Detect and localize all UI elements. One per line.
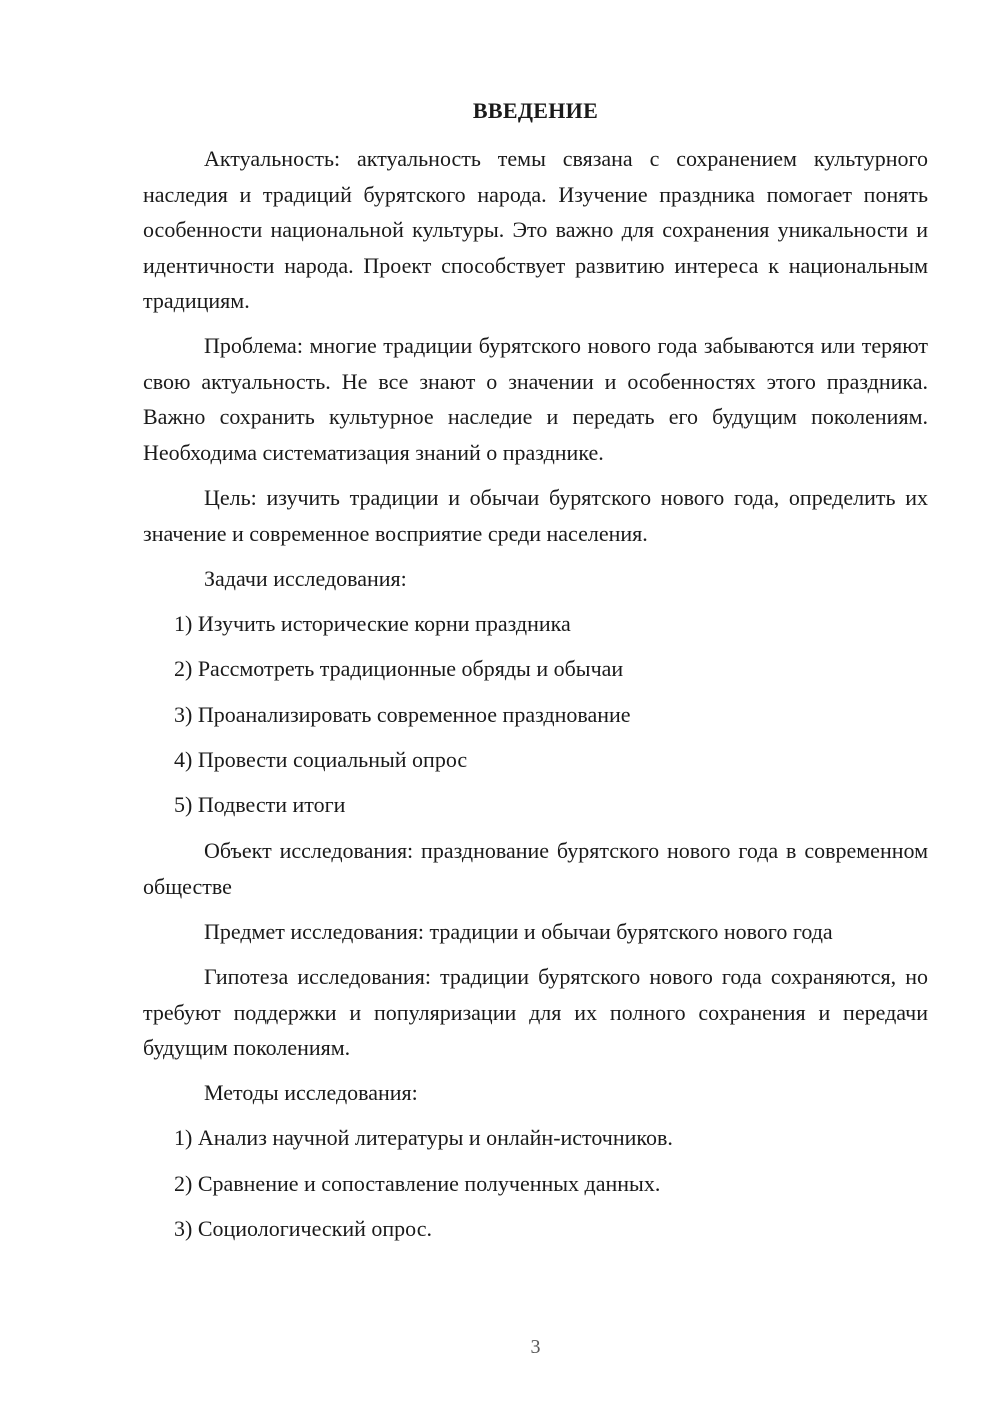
page-number: 3 bbox=[530, 1336, 541, 1358]
task-item: 4) Провести социальный опрос bbox=[174, 747, 468, 772]
goal-paragraph: Цель: изучить традиции и обычаи бурятского нового года, определить их значение и современное восприятие среди населения. bbox=[143, 485, 928, 546]
methods-title: Методы исследования: bbox=[204, 1080, 418, 1105]
method-item: 2) Сравнение и сопоставление полученных данных. bbox=[174, 1171, 661, 1196]
subject-paragraph: Предмет исследования: традиции и обычаи бурятского нового года bbox=[204, 919, 833, 944]
hypothesis-paragraph: Гипотеза исследования: традиции бурятского нового года сохраняются, но требуют поддержки и популяризации для их полного сохранения и передачи будущим поколениям. bbox=[143, 964, 928, 1060]
document-page bbox=[143, 0, 928, 1414]
task-item: 2) Рассмотреть традиционные обряды и обычаи bbox=[174, 656, 624, 681]
task-item: 3) Проанализировать современное празднование bbox=[174, 702, 631, 727]
task-item: 5) Подвести итоги bbox=[174, 792, 346, 817]
relevance-paragraph: Актуальность: актуальность темы связана с сохранением культурного наследия и традиций бурятского народа. Изучение праздника помогает понять особенности национальной культуры. Это важно для сохранения уникальности и идентичности народа. Проект способствует развитию интереса к национальным традициям. bbox=[143, 146, 928, 313]
method-item: 1) Анализ научной литературы и онлайн-источников. bbox=[174, 1125, 673, 1150]
problem-paragraph: Проблема: многие традиции бурятского нового года забываются или теряют свою актуальность. Не все знают о значении и особенностях этого праздника. Важно сохранить культурное наследие и передать его будущим поколениям. Необходима систематизация знаний о празднике. bbox=[143, 333, 928, 465]
task-item: 1) Изучить исторические корни праздника bbox=[174, 611, 571, 636]
method-item: 3) Социологический опрос. bbox=[174, 1216, 432, 1241]
object-paragraph: Объект исследования: празднование бурятского нового года в современном обществе bbox=[143, 838, 928, 899]
section-heading: ВВЕДЕНИЕ bbox=[472, 98, 599, 123]
tasks-title: Задачи исследования: bbox=[204, 566, 407, 591]
